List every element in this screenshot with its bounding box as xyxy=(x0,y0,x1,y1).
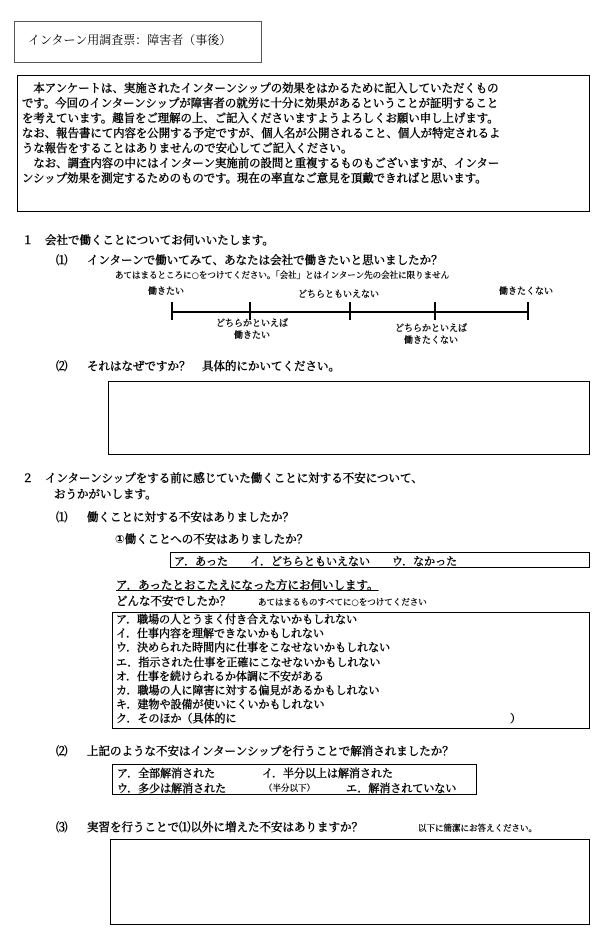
intro-line: ンシップ効果を測定するためのものです。現在の率直なご意見を頂戴できればと思います。 xyxy=(22,171,487,185)
section-1-heading: １ 会社で働くことについてお伺いいたします。 xyxy=(22,233,274,247)
intro-line: です。今回のインターンシップが障害者の就労に十分に効果があるということが証明すること xyxy=(22,96,499,110)
followup-underlined: ア．あったとおこたえになった方にお伺いします。 xyxy=(116,578,379,592)
q2-2-option-u[interactable]: ウ．多少は解消された xyxy=(117,782,227,795)
q2-3-text: 実習を行うことで⑴以外に増えた不安はありますか？ xyxy=(87,820,363,834)
q2-1-options: ア．あった イ．どちらともいえない ウ．なかった xyxy=(174,555,458,568)
scale-label-line: 働きたくない xyxy=(403,336,458,346)
intro-line: を考えています。趣旨をご理解の上、ご記入くださいますようよろしくお願い申し上げます。 xyxy=(22,111,499,125)
q2-1-followup-question: どんな不安でしたか？ xyxy=(116,594,231,608)
intro-line: なお、報告書にて内容を公開する予定ですが、個人名が公開されること、個人が特定されるよ xyxy=(22,126,501,140)
q2-1-sub: ①働くことへの不安はありましたか？ xyxy=(115,532,309,546)
q2-1-num: ⑴ xyxy=(56,510,68,524)
q1-2-num: ⑵ xyxy=(56,359,68,373)
section-2-heading: ２ インターンシップをする前に感じていた働くことに対する不安について、 xyxy=(22,471,423,485)
scale-tick xyxy=(171,302,173,320)
scale-label-line: どちらかといえば xyxy=(394,324,467,334)
intro-line: うな報告をすることはありませんので安心してご記入ください。 xyxy=(22,141,353,155)
q2-3-note: 以下に簡潔にお答えください。 xyxy=(418,824,538,834)
q2-1-text: 働くことに対する不安はありましたか？ xyxy=(87,510,294,524)
scale-label-somewhat-want xyxy=(212,318,292,342)
anxiety-item[interactable]: オ．仕事を続けられるか体調に不安がある xyxy=(116,669,325,683)
q2-2-option-e[interactable]: エ．解消されていない xyxy=(346,782,457,795)
q2-2-text: 上記のような不安はインターンシップを行うことで解消されましたか？ xyxy=(87,744,454,758)
q2-2-option-u-note: （半分以下） xyxy=(264,784,316,794)
q2-1-followup-note: あてはまるものすべてに○をつけてください xyxy=(258,598,427,608)
scale-tick xyxy=(349,302,351,320)
scale-label-line: 働きたい xyxy=(233,331,270,341)
q1-2-text: それはなぜですか？ 具体的にかいてください。 xyxy=(87,359,340,373)
q2-1-items xyxy=(116,613,390,727)
anxiety-item[interactable]: イ．仕事内容を理解できないかもしれない xyxy=(116,627,325,641)
intro-line: 本アンケートは、実施されたインターンシップの効果をはかるために記入していただくもの xyxy=(22,81,499,95)
q2-2-option-i[interactable]: イ．半分以上は解消された xyxy=(262,767,394,780)
scale-label-neutral: どちらともいえない xyxy=(298,290,380,300)
q2-2-option-a[interactable]: ア．全部解消された xyxy=(117,767,216,780)
scale-label-not-want: 働きたくない xyxy=(499,287,554,297)
scale-tick xyxy=(527,302,529,320)
page-title: インターン用調査票：障害者（事後） xyxy=(28,33,232,47)
scale-label-line: どちらかといえば xyxy=(215,319,288,329)
q1-1-num: ⑴ xyxy=(56,253,68,267)
section-2-heading-cont: おうかがいします。 xyxy=(54,487,157,501)
q1-1-note: あてはまるところに○をつけてください。「会社」とはインターン先の会社に限りません xyxy=(115,271,450,281)
q2-2-num: ⑵ xyxy=(56,744,68,758)
anxiety-item[interactable]: ウ．決められた時間内に仕事をこなせないかもしれない xyxy=(116,641,391,655)
scale-label-somewhat-not-want xyxy=(391,323,471,347)
q1-2-answer-box[interactable] xyxy=(108,381,590,455)
anxiety-item[interactable]: キ．建物や設備が使いにくいかもしれない xyxy=(116,698,325,712)
anxiety-item[interactable]: エ．指示された仕事を正確にこなせないかもしれない xyxy=(116,655,381,669)
scale-label-want: 働きたい xyxy=(148,287,185,297)
q1-1-text: インターンで働いてみて、あなたは会社で働きたいと思いましたか？ xyxy=(87,253,443,267)
anxiety-item-other[interactable]: ク．そのほか（具体的に xyxy=(116,712,237,726)
other-close-paren: ） xyxy=(510,712,521,725)
q2-3-num: ⑶ xyxy=(56,820,68,834)
intro-text xyxy=(22,81,584,186)
anxiety-item[interactable]: ア．職場の人とうまく付き合えないかもしれない xyxy=(116,613,358,626)
q2-1-followup xyxy=(116,577,379,593)
intro-line: なお、調査内容の中にはインターン実施前の設問と重複するものもございますが、インター xyxy=(22,156,500,170)
q2-3-answer-box[interactable] xyxy=(110,839,590,925)
scale-tick xyxy=(434,302,436,320)
anxiety-item[interactable]: カ．職場の人に障害に対する偏見があるかもしれない xyxy=(116,684,380,698)
